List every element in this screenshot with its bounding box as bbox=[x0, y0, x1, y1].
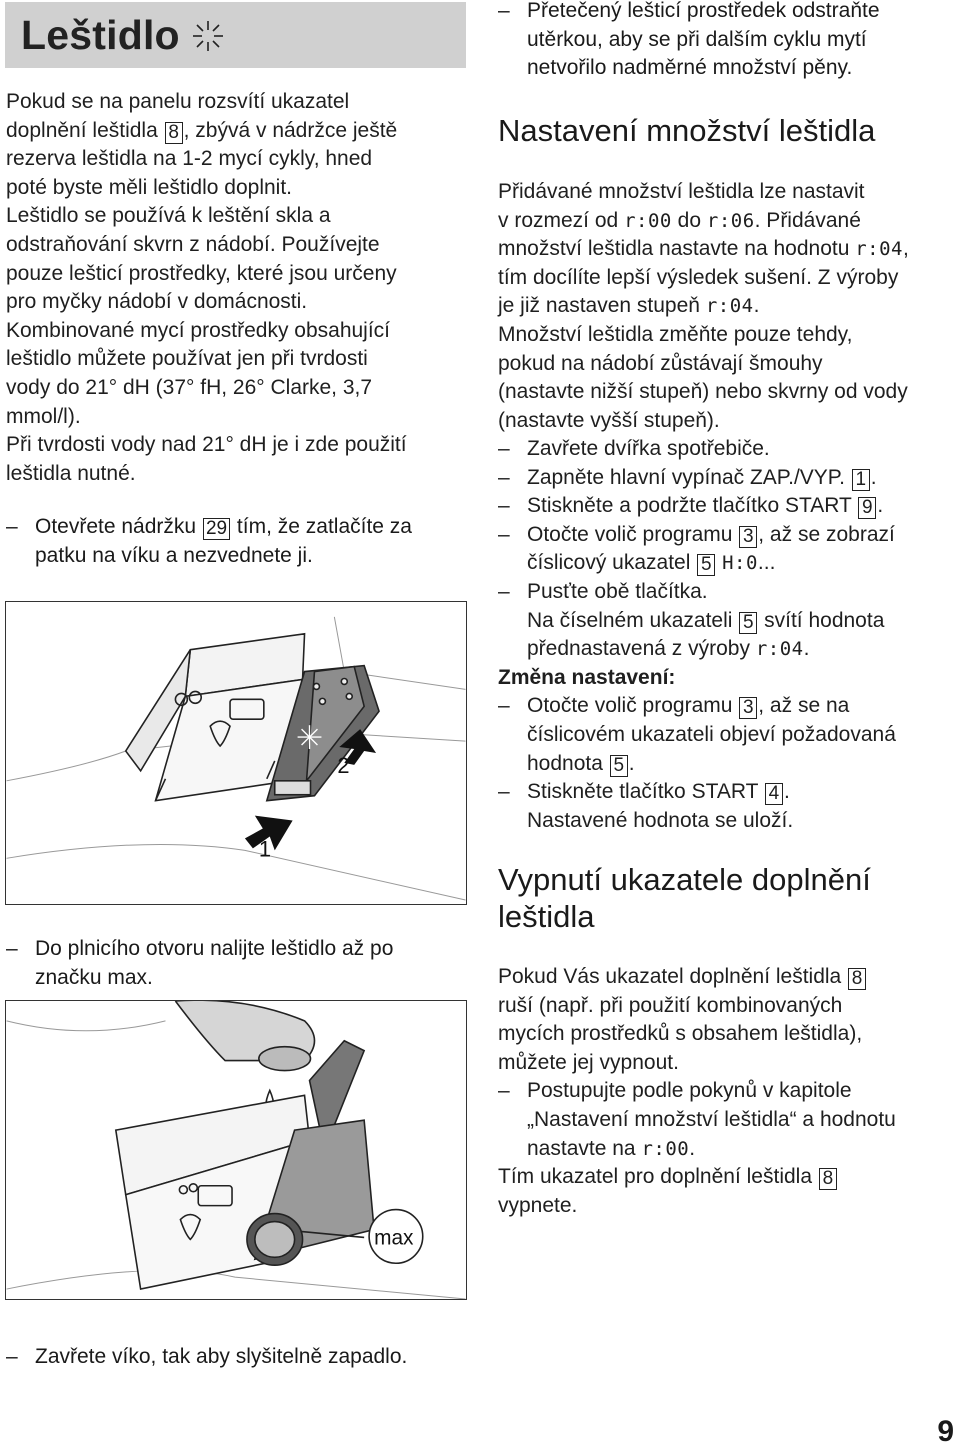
heading-disable-indicator bbox=[498, 861, 871, 935]
para-line: množství leštidla nastavte na hodnotu r:04, bbox=[498, 237, 909, 261]
dash-bullet: – bbox=[6, 937, 18, 960]
figure-label-2: 2 bbox=[337, 752, 350, 778]
list-item: – Otočte volič programu 3 , až se na bbox=[498, 694, 850, 719]
display-value: r:04 bbox=[755, 638, 804, 661]
intro-line: odstraňování skvrn z nádobí. Používejte bbox=[6, 232, 380, 256]
para-line: v rozmezí od r:00 do r:06. Přidávané bbox=[498, 208, 861, 232]
para-line: (nastavte nižší stupeň) nebo skvrny od vody bbox=[498, 380, 908, 404]
list-item: – Zavřete dvířka spotřebiče. bbox=[498, 437, 770, 460]
change-setting-heading: Změna nastavení: bbox=[498, 665, 676, 689]
para-line: Tím ukazatel pro doplnění leštidla 8 bbox=[498, 1163, 960, 1192]
intro-line: leštidla nutné. bbox=[6, 461, 136, 485]
step-text: Přetečený lešticí prostředek odstraňte bbox=[527, 0, 880, 22]
step-wipe-overflow bbox=[498, 0, 960, 87]
intro-line: mmol/l). bbox=[6, 404, 81, 428]
figure-open-lid bbox=[5, 601, 467, 905]
step-close-lid bbox=[6, 1343, 468, 1373]
list-item-cont: číslicový ukazatel 5 H:0... bbox=[527, 551, 776, 576]
intro-paragraph bbox=[6, 88, 468, 488]
step-text: patku na víku a nezvednete ji. bbox=[35, 543, 313, 567]
ref-box: 8 bbox=[165, 122, 183, 144]
para-line: můžete jej vypnout. bbox=[498, 1050, 679, 1074]
intro-line: vody do 21° dH (37° fH, 26° Clarke, 3,7 bbox=[6, 375, 373, 399]
dash-bullet: – bbox=[498, 0, 510, 22]
para-line: tím docílíte lepší výsledek sušení. Z výroby bbox=[498, 265, 899, 289]
list-item: – Stiskněte tlačítko START 4 . bbox=[498, 780, 790, 805]
intro-line: pro myčky nádobí v domácnosti. bbox=[6, 290, 308, 314]
para-line: ruší (např. při použití kombinovaných bbox=[498, 993, 843, 1017]
para-line: Množství leštidla změňte pouze tehdy, bbox=[498, 322, 853, 346]
list-item-cont: Nastavené hodnota se uloží. bbox=[527, 808, 794, 832]
display-value: r:00 bbox=[624, 209, 672, 232]
intro-line: leštidlo můžete používat jen při tvrdosti bbox=[6, 347, 368, 371]
heading-line: Vypnutí ukazatele doplnění bbox=[498, 862, 871, 897]
display-value: r:06 bbox=[706, 209, 755, 232]
step-text: utěrkou, aby se při dalším cyklu mytí bbox=[527, 27, 867, 51]
section-title: Leštidlo bbox=[21, 12, 180, 58]
section-title-bar bbox=[5, 2, 466, 68]
step-text: netvořilo nadměrné množství pěny. bbox=[527, 56, 853, 80]
intro-line: Pokud se na panelu rozsvítí ukazatel bbox=[6, 90, 350, 113]
display-value: r:04 bbox=[855, 238, 903, 261]
step-text: Zavřete víko, tak aby slyšitelně zapadlo. bbox=[35, 1345, 408, 1368]
step-fill-rinse-aid bbox=[6, 935, 468, 995]
intro-line: Při tvrdosti vody nad 21° dH je i zde použití bbox=[6, 433, 407, 457]
para-line: mycích prostředků s obsahem leštidla), bbox=[498, 1022, 863, 1046]
ref-box: 9 bbox=[858, 497, 876, 519]
setting-steps-list bbox=[498, 435, 960, 835]
step-text: značku max. bbox=[35, 965, 153, 989]
intro-line: pouze lešticí prostředky, které jsou určeny bbox=[6, 261, 397, 285]
heading-line: leštidla bbox=[498, 899, 595, 934]
intro-line: Kombinované mycí prostředky obsahující bbox=[6, 318, 391, 342]
para-line: Přidávané množství leštidla lze nastavit bbox=[498, 180, 865, 203]
ref-box: 3 bbox=[739, 526, 757, 548]
ref-box: 5 bbox=[697, 554, 715, 576]
display-value: r:04 bbox=[705, 295, 754, 318]
ref-box: 1 bbox=[852, 469, 870, 491]
figure-fill-max bbox=[5, 1000, 467, 1300]
dash-bullet: – bbox=[6, 515, 18, 538]
para-line: vypnete. bbox=[498, 1193, 578, 1217]
list-item-cont: nastavte na r:00. bbox=[527, 1136, 696, 1160]
list-item: – Pusťte obě tlačítka. bbox=[498, 579, 708, 603]
intro-line: poté byste měli leštidlo doplnit. bbox=[6, 175, 292, 199]
ref-box: 8 bbox=[819, 1168, 837, 1190]
list-item-cont: Na číselném ukazateli 5 svítí hodnota bbox=[527, 608, 885, 633]
ref-box: 8 bbox=[848, 968, 866, 990]
heading-rinse-aid-amount: Nastavení množství leštidla bbox=[498, 113, 876, 148]
ref-box: 5 bbox=[610, 755, 628, 777]
step-text: tím, že zatlačíte za bbox=[236, 515, 412, 538]
para-line: pokud na nádobí zůstávají šmouhy bbox=[498, 351, 823, 375]
intro-line: rezerva leštidla na 1-2 mycí cykly, hned bbox=[6, 147, 373, 171]
ref-box: 29 bbox=[203, 518, 230, 540]
list-item: – Stiskněte a podržte tlačítko START 9 . bbox=[498, 494, 884, 519]
step-text: Otevřete nádržku bbox=[35, 515, 197, 538]
disable-indicator-paragraph bbox=[498, 963, 960, 1220]
intro-line bbox=[6, 117, 468, 146]
list-item-cont: „Nastavení množství leštidla“ a hodnotu bbox=[527, 1107, 896, 1131]
intro-line: Leštidlo se používá k leštění skla a bbox=[6, 204, 331, 228]
para-line: je již nastaven stupeň r:04. bbox=[498, 294, 760, 318]
para-line: Pokud Vás ukazatel doplnění leštidla 8 bbox=[498, 963, 960, 992]
ref-box: 5 bbox=[739, 612, 757, 634]
rinse-aid-icon bbox=[190, 18, 226, 54]
display-value: r:00 bbox=[641, 1137, 690, 1160]
step-text: Do plnicího otvoru nalijte leštidlo až po bbox=[35, 937, 394, 960]
list-item-cont: přednastavená z výroby r:04. bbox=[527, 637, 810, 661]
display-value: H:0 bbox=[722, 552, 758, 575]
dash-bullet: – bbox=[6, 1345, 18, 1368]
list-item: – Otočte volič programu 3 , až se zobrazí bbox=[498, 522, 895, 547]
list-item-cont: číslicovém ukazateli objeví požadovaná bbox=[527, 722, 896, 746]
intro-text: doplnění leštidla 8 , zbývá v nádržce ještě bbox=[6, 118, 398, 143]
max-label: max bbox=[374, 1226, 414, 1250]
rinse-amount-paragraph bbox=[498, 178, 960, 435]
figure-label-1: 1 bbox=[258, 836, 272, 862]
list-item-cont: hodnota 5 . bbox=[527, 751, 635, 776]
list-item: – Postupujte podle pokynů v kapitole bbox=[498, 1079, 852, 1103]
ref-box: 3 bbox=[739, 697, 757, 719]
step-open-reservoir bbox=[6, 513, 468, 573]
para-line: (nastavte vyšší stupeň). bbox=[498, 408, 720, 432]
ref-box: 4 bbox=[765, 783, 783, 805]
page-number: 9 bbox=[937, 1415, 954, 1448]
list-item: – Zapněte hlavní vypínač ZAP./VYP. 1 . bbox=[498, 465, 877, 490]
